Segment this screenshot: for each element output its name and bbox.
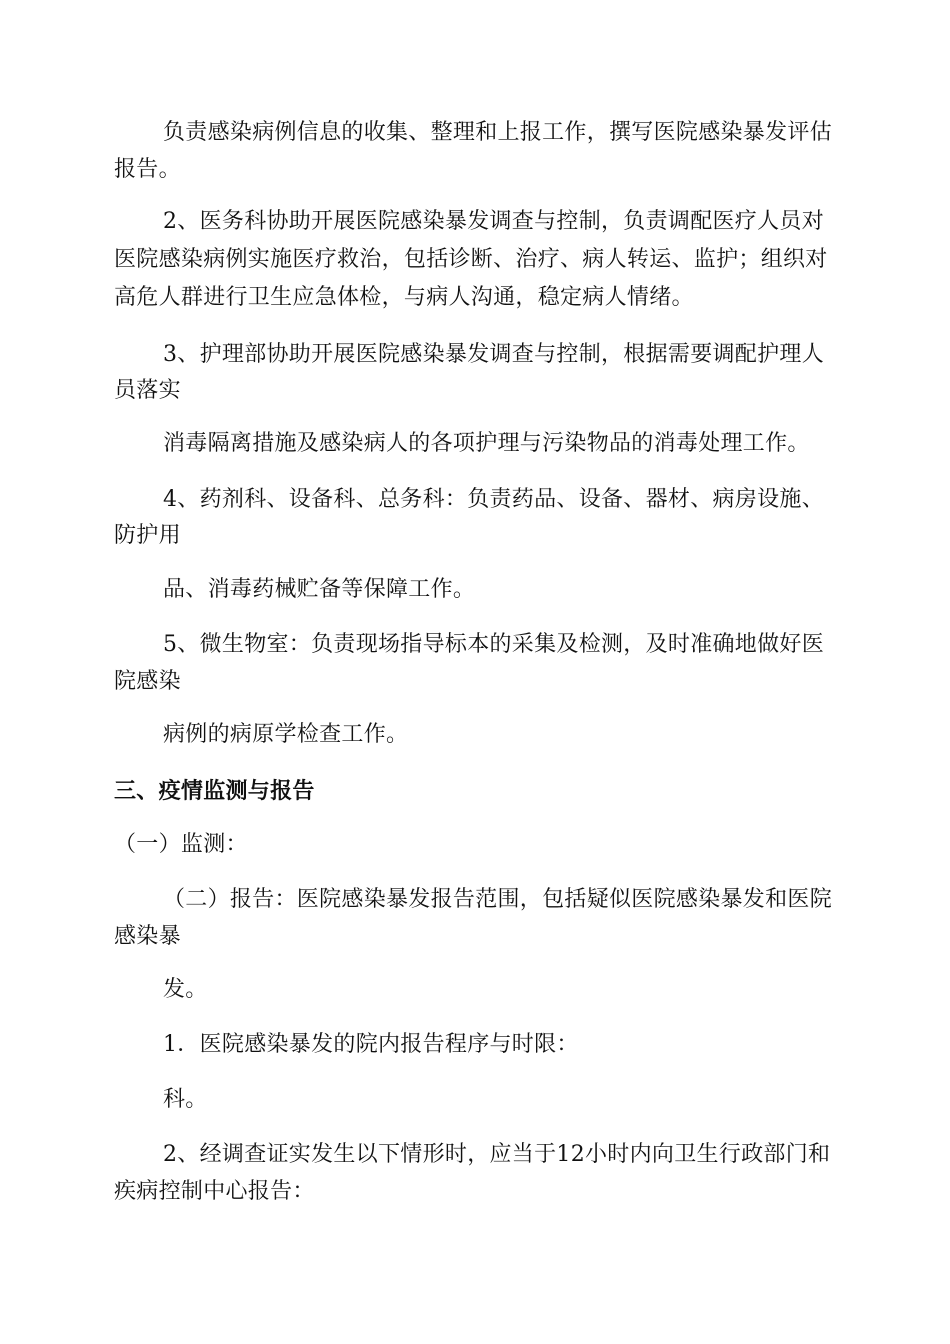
paragraph-line: （一）监测： <box>114 832 248 857</box>
paragraph-line: 1．医院感染暴发的院内报告程序与时限： <box>163 1032 579 1057</box>
paragraph-line: 报告。 <box>114 157 181 182</box>
section-heading: 三、疫情监测与报告 <box>114 778 315 804</box>
paragraph-line: 2、医务科协助开展医院感染暴发调查与控制，负责调配医疗人员对 <box>163 209 824 234</box>
paragraph-line: 感染暴 <box>114 924 181 949</box>
paragraph-line: 高危人群进行卫生应急体检，与病人沟通，稳定病人情绪。 <box>114 285 694 310</box>
paragraph-line: 负责感染病例信息的收集、整理和上报工作，撰写医院感染暴发评估 <box>163 120 833 145</box>
paragraph-line: 3、护理部协助开展医院感染暴发调查与控制，根据需要调配护理人 <box>163 342 824 367</box>
paragraph-line: 品、消毒药械贮备等保障工作。 <box>163 577 476 602</box>
paragraph-line: 员落实 <box>114 378 181 403</box>
paragraph-line: 院感染 <box>114 669 181 694</box>
paragraph-line: 4、药剂科、设备科、总务科：负责药品、设备、器材、病房设施、 <box>163 487 824 512</box>
paragraph-line: 2、经调查证实发生以下情形时，应当于12小时内向卫生行政部门和 <box>163 1142 831 1167</box>
paragraph-line: 消毒隔离措施及感染病人的各项护理与污染物品的消毒处理工作。 <box>163 431 810 456</box>
paragraph-line: 医院感染病例实施医疗救治，包括诊断、治疗、病人转运、监护；组织对 <box>114 247 828 272</box>
paragraph-line: 5、微生物室：负责现场指导标本的采集及检测，及时准确地做好医 <box>163 632 824 657</box>
paragraph-line: 疾病控制中心报告： <box>114 1179 315 1204</box>
paragraph-line: 防护用 <box>114 523 181 548</box>
paragraph-line: （二）报告：医院感染暴发报告范围，包括疑似医院感染暴发和医院 <box>163 887 833 912</box>
paragraph-line: 病例的病原学检查工作。 <box>163 722 409 747</box>
paragraph-line: 科。 <box>163 1087 208 1112</box>
paragraph-line: 发。 <box>163 977 208 1002</box>
